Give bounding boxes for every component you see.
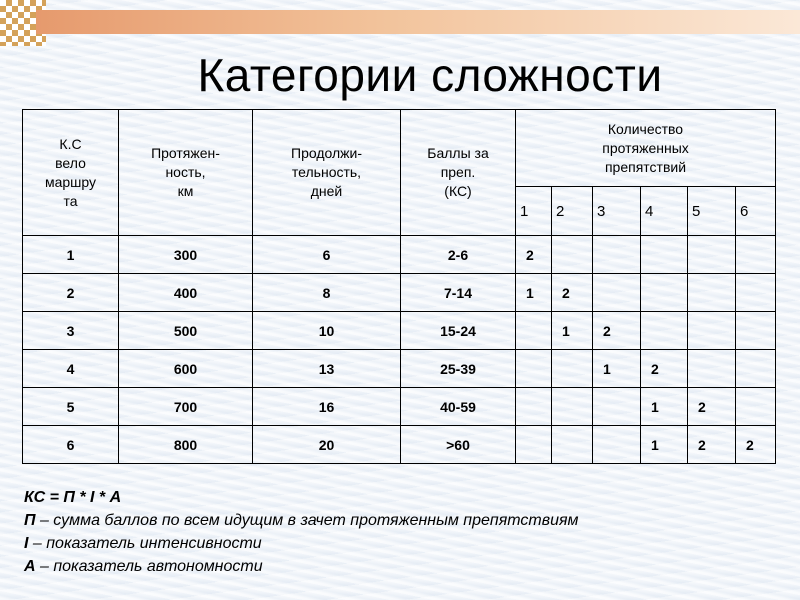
cell-obstacle-2: 2 [552, 274, 593, 312]
cell-kc: 5 [23, 388, 119, 426]
cell-points: 25-39 [401, 350, 516, 388]
cell-obstacle-3 [593, 388, 641, 426]
cell-obstacle-2 [552, 236, 593, 274]
cell-duration: 13 [253, 350, 401, 388]
cell-kc: 3 [23, 312, 119, 350]
cell-obstacle-3: 1 [593, 350, 641, 388]
header-obstacle-6: 6 [736, 187, 776, 236]
table-row [23, 312, 776, 350]
cell-obstacle-4 [641, 312, 688, 350]
header-points: Баллы за преп. (КС) [401, 110, 516, 236]
cell-obstacle-5 [688, 236, 736, 274]
term-p: П [24, 512, 36, 529]
header-obstacle-1: 1 [516, 187, 552, 236]
cell-obstacle-1: 2 [516, 236, 552, 274]
cell-duration: 10 [253, 312, 401, 350]
cell-kc: 2 [23, 274, 119, 312]
formula-block [24, 486, 579, 578]
cell-obstacle-2 [552, 388, 593, 426]
cell-kc: 6 [23, 426, 119, 464]
cell-obstacle-3 [593, 236, 641, 274]
cell-obstacle-4 [641, 274, 688, 312]
cell-points: 40-59 [401, 388, 516, 426]
cell-points: >60 [401, 426, 516, 464]
cell-obstacle-3 [593, 426, 641, 464]
cell-obstacle-5 [688, 274, 736, 312]
cell-obstacle-6 [736, 236, 776, 274]
term-i: I [24, 535, 29, 552]
cell-obstacle-1 [516, 388, 552, 426]
table-row [23, 236, 776, 274]
cell-obstacle-6 [736, 312, 776, 350]
cell-obstacle-1: 1 [516, 274, 552, 312]
cell-obstacle-5: 2 [688, 388, 736, 426]
header-obstacle-3: 3 [593, 187, 641, 236]
definition-a [24, 555, 579, 578]
definition-a-text: – показатель автономности [35, 558, 263, 575]
cell-length: 700 [119, 388, 253, 426]
decorative-header-bar [36, 10, 800, 34]
cell-obstacle-3 [593, 274, 641, 312]
cell-obstacle-1 [516, 426, 552, 464]
table-row [23, 388, 776, 426]
cell-length: 300 [119, 236, 253, 274]
cell-points: 7-14 [401, 274, 516, 312]
definition-i-text: – показатель интенсивности [28, 535, 262, 552]
header-obstacle-2: 2 [552, 187, 593, 236]
cell-obstacle-3: 2 [593, 312, 641, 350]
cell-obstacle-6 [736, 274, 776, 312]
cell-obstacle-4: 1 [641, 426, 688, 464]
cell-obstacle-1 [516, 312, 552, 350]
cell-duration: 16 [253, 388, 401, 426]
definition-i [24, 532, 579, 555]
cell-length: 500 [119, 312, 253, 350]
cell-duration: 20 [253, 426, 401, 464]
cell-kc: 1 [23, 236, 119, 274]
table-row [23, 426, 776, 464]
header-obstacles: Количество протяженных препятствий [516, 110, 776, 187]
cell-kc: 4 [23, 350, 119, 388]
cell-length: 400 [119, 274, 253, 312]
cell-length: 600 [119, 350, 253, 388]
cell-obstacle-4: 2 [641, 350, 688, 388]
cell-obstacle-6 [736, 388, 776, 426]
cell-obstacle-1 [516, 350, 552, 388]
difficulty-table [22, 109, 776, 464]
cell-obstacle-5 [688, 350, 736, 388]
header-obstacle-4: 4 [641, 187, 688, 236]
definition-p-text: – сумма баллов по всем идущим в зачет протяженным препятствиям [35, 512, 579, 529]
cell-length: 800 [119, 426, 253, 464]
cell-obstacle-5 [688, 312, 736, 350]
slide-title: Категории сложности [197, 49, 663, 101]
cell-obstacle-4 [641, 236, 688, 274]
definition-p [24, 509, 579, 532]
cell-obstacle-2 [552, 426, 593, 464]
cell-obstacle-2: 1 [552, 312, 593, 350]
header-duration: Продолжи- тельность, дней [253, 110, 401, 236]
table-row [23, 350, 776, 388]
header-length: Протяжен- ность, км [119, 110, 253, 236]
header-obstacle-5: 5 [688, 187, 736, 236]
cell-obstacle-5: 2 [688, 426, 736, 464]
cell-duration: 6 [253, 236, 401, 274]
cell-obstacle-4: 1 [641, 388, 688, 426]
cell-obstacle-6: 2 [736, 426, 776, 464]
cell-duration: 8 [253, 274, 401, 312]
cell-points: 15-24 [401, 312, 516, 350]
cell-obstacle-6 [736, 350, 776, 388]
formula-line [24, 486, 579, 509]
cell-points: 2-6 [401, 236, 516, 274]
term-a: А [24, 558, 36, 575]
cell-obstacle-2 [552, 350, 593, 388]
table-row [23, 274, 776, 312]
header-kc: К.С вело маршру та [23, 110, 119, 236]
formula-text: КС = П * I * А [24, 489, 122, 506]
